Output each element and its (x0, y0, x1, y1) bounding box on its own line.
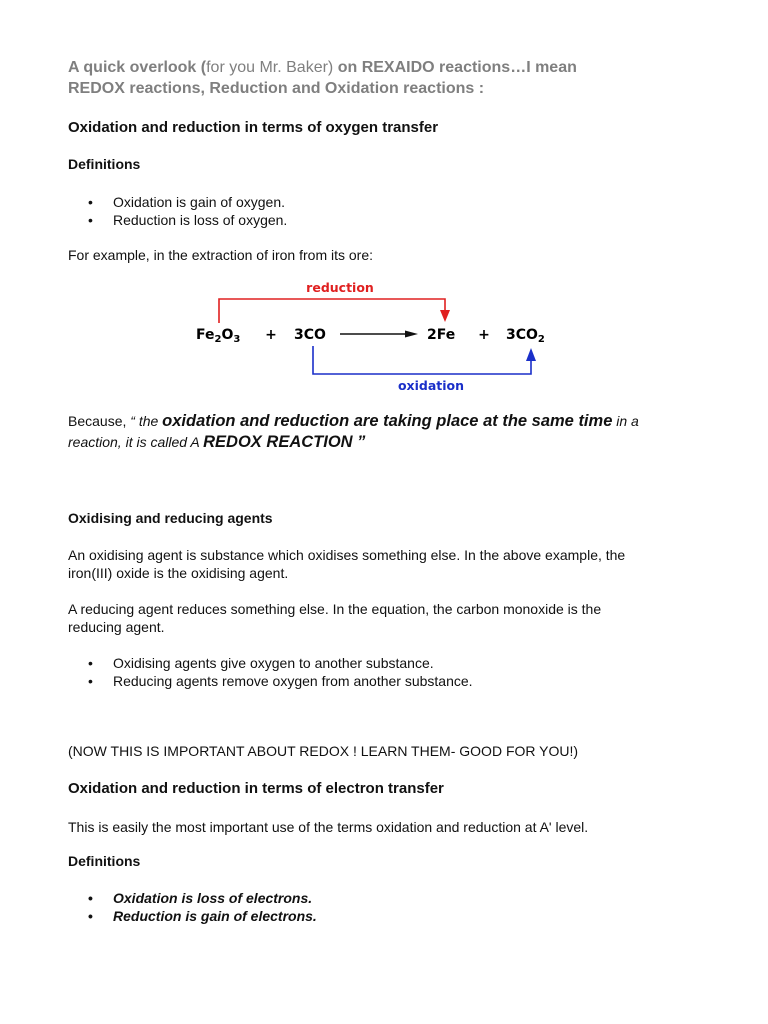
o-symbol: O (221, 327, 234, 343)
because-line2-lead: reaction, it is called A (68, 434, 204, 450)
bullet-icon: • (88, 673, 93, 689)
quote-open: “ the (130, 413, 163, 429)
oxidation-arrow (313, 346, 536, 374)
fe-subscript: 2 (214, 334, 222, 345)
list-item-text: Reducing agents remove oxygen from another substance. (113, 673, 473, 689)
reducing-agent-para-line-1: A reducing agent reduces something else. In the equation, the carbon monoxide is the (68, 601, 602, 617)
oxygen-definitions-list (68, 193, 287, 229)
because-lead: Because, (68, 413, 131, 429)
section-heading-oxygen-transfer: Oxidation and reduction in terms of oxygen transfer (68, 119, 439, 136)
electron-definitions-list (68, 889, 317, 925)
oxidising-agent-para-line-2: iron(III) oxide is the oxidising agent. (68, 565, 289, 581)
reactant-iron-oxide (196, 327, 240, 345)
reaction-arrow (340, 331, 418, 338)
o-subscript: 3 (233, 334, 241, 345)
title-part-3: on REXAIDO reactions…I mean (333, 59, 577, 76)
because-tail: in a (612, 413, 639, 429)
document-title-line-2: REDOX reactions, Reduction and Oxidation reactions : (68, 80, 485, 97)
section-heading-electron-transfer: Oxidation and reduction in terms of electron transfer (68, 780, 444, 797)
reactant-carbon-monoxide: 3CO (294, 327, 326, 343)
list-item-text: Reduction is gain of electrons. (113, 908, 317, 924)
because-emphasis: oxidation and reduction are taking place at the same time (162, 412, 613, 430)
co2-subscript: 2 (537, 334, 545, 345)
plus-sign-1: + (265, 327, 277, 343)
list-item-text: Oxidising agents give oxygen to another substance. (113, 655, 434, 671)
document-title-line-1 (68, 58, 577, 78)
product-carbon-dioxide (506, 327, 545, 345)
list-item (68, 193, 287, 211)
redox-equation-diagram (0, 270, 768, 400)
important-note: (NOW THIS IS IMPORTANT ABOUT REDOX ! LEARN THEM- GOOD FOR YOU!) (68, 743, 579, 759)
list-item (68, 654, 473, 672)
bullet-icon: • (88, 194, 93, 210)
section-heading-agents: Oxidising and reducing agents (68, 510, 273, 526)
list-item (68, 211, 287, 229)
because-line-2 (68, 431, 365, 453)
example-intro: For example, in the extraction of iron from its ore: (68, 247, 374, 263)
co-symbol: 3CO (506, 327, 538, 343)
reduction-arrow (219, 299, 450, 323)
electron-transfer-intro: This is easily the most important use of the terms oxidation and reduction at A' level. (68, 819, 589, 835)
list-item (68, 889, 317, 907)
agents-list (68, 654, 473, 690)
definitions-label-1: Definitions (68, 156, 141, 172)
bullet-icon: • (88, 212, 93, 228)
fe-symbol: Fe (196, 327, 215, 343)
list-item-text: Oxidation is loss of electrons. (113, 890, 313, 906)
oxidising-agent-para-line-1: An oxidising agent is substance which oxidises something else. In the above example, the (68, 547, 626, 563)
list-item-text: Reduction is loss of oxygen. (113, 212, 288, 228)
list-item (68, 907, 317, 925)
quote-close: ” (352, 433, 366, 451)
title-part-1: A quick overlook ( (68, 59, 207, 76)
reduction-label: reduction (306, 280, 374, 295)
redox-reaction-term: REDOX REACTION (203, 433, 353, 451)
product-iron: 2Fe (427, 327, 456, 343)
list-item (68, 672, 473, 690)
definitions-label-2: Definitions (68, 853, 141, 869)
plus-sign-2: + (478, 327, 490, 343)
list-item-text: Oxidation is gain of oxygen. (113, 194, 285, 210)
because-line-1 (68, 410, 639, 432)
title-part-2: for you Mr. Baker) (206, 59, 334, 76)
bullet-icon: • (88, 655, 93, 671)
bullet-icon: • (88, 890, 93, 906)
bullet-icon: • (88, 908, 93, 924)
reducing-agent-para-line-2: reducing agent. (68, 619, 165, 635)
oxidation-label: oxidation (397, 378, 465, 393)
